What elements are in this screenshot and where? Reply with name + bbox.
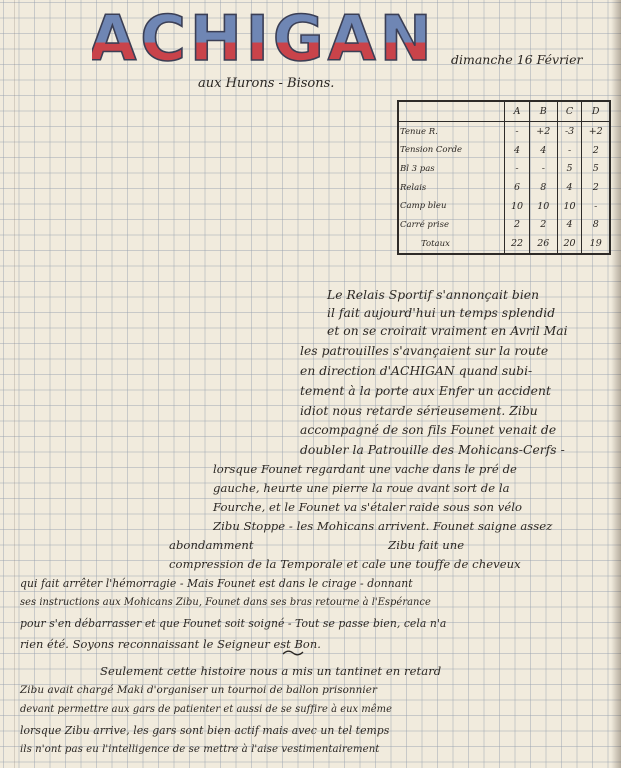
body-line: Fourche, et le Founet va s'étaler raide sous son vélo: [213, 500, 523, 514]
score-row-label: Bl 3 pas: [400, 163, 435, 174]
body-line: abondamment Zibu fait une: [169, 538, 465, 552]
body-line: et on se croirait vraiment en Avril Mai: [327, 324, 568, 338]
score-cell: -: [582, 197, 609, 216]
score-row-label: Carré prise: [400, 219, 450, 230]
body-line: ses instructions aux Mohicans Zibu, Founet dans ses bras retourne à l'Espérance: [20, 597, 431, 608]
notebook-binding-shadow: [611, 0, 621, 768]
score-totals-label: Totaux: [421, 238, 450, 249]
score-cell: 4: [529, 141, 557, 160]
body-line: Le Relais Sportif s'annonçait bien: [327, 288, 540, 302]
score-table: [397, 100, 611, 255]
svg-text:ACHIGAN: ACHIGAN: [92, 6, 432, 70]
score-cell: 2: [582, 178, 609, 197]
score-cell: 4: [557, 216, 582, 235]
score-cell: 5: [582, 160, 609, 179]
score-cell: 10: [529, 197, 557, 216]
title-lettering: [92, 6, 432, 70]
section-separator-mark: [282, 648, 304, 658]
score-row: [399, 216, 609, 235]
body-line: Zibu avait chargé Maki d'organiser un tournoi de ballon prisonnier: [20, 684, 377, 696]
score-cell: 4: [557, 178, 582, 197]
entry-date: dimanche 16 Février: [451, 52, 583, 67]
body-line: en direction d'ACHIGAN quand subi-: [300, 364, 533, 378]
body-line: compression de la Temporale et cale une touffe de cheveux: [169, 557, 521, 571]
body-line: lorsque Zibu arrive, les gars sont bien actif mais avec un tel temps: [20, 724, 390, 737]
score-row: [399, 122, 609, 142]
body-line: gauche, heurte une pierre la roue avant sort de la: [213, 481, 510, 495]
score-header-col: B: [529, 102, 557, 122]
body-line: pour s'en débarrasser et que Founet soit soigné - Tout se passe bien, cela n'a: [20, 617, 447, 630]
score-cell: +2: [582, 122, 609, 142]
score-cell: -: [505, 122, 530, 142]
body-line: Seulement cette histoire nous a mis un tantinet en retard: [100, 664, 442, 678]
body-line: ils n'ont pas eu l'intelligence de se mettre à l'aise vestimentairement: [20, 744, 380, 755]
score-header-row: [399, 102, 609, 122]
body-line: qui fait arrêter l'hémorragie - Mais Founet est dans le cirage - donnant: [20, 577, 413, 590]
score-cell: -: [557, 141, 582, 160]
score-row: [399, 160, 609, 179]
score-cell: -3: [557, 122, 582, 142]
score-cell: -: [529, 160, 557, 179]
score-total-cell: 20: [557, 234, 582, 253]
score-cell: 4: [505, 141, 530, 160]
score-row-label: Tension Corde: [400, 145, 463, 156]
score-cell: -: [505, 160, 530, 179]
body-line: devant permettre aux gars de patienter et aussi de se suffire à eux même: [20, 704, 392, 715]
score-row: [399, 178, 609, 197]
score-row-label: Tenue R.: [400, 126, 438, 137]
score-cell: 2: [529, 216, 557, 235]
score-header-col: C: [557, 102, 582, 122]
score-cell: 6: [505, 178, 530, 197]
score-total-cell: 22: [505, 234, 530, 253]
score-totals-row: [399, 234, 609, 253]
score-header-col: A: [505, 102, 530, 122]
score-cell: +2: [529, 122, 557, 142]
body-line: lorsque Founet regardant une vache dans le pré de: [213, 462, 517, 476]
score-header-blank: [399, 102, 505, 122]
body-line: il fait aujourd'hui un temps splendid: [327, 306, 556, 320]
body-line: idiot nous retarde sérieusement. Zibu: [300, 404, 538, 418]
score-cell: 10: [505, 197, 530, 216]
body-line: doubler la Patrouille des Mohicans-Cerfs -: [300, 443, 565, 457]
page-title: [92, 6, 432, 70]
body-line: tement à la porte aux Enfer un accident: [300, 384, 551, 398]
score-cell: 5: [557, 160, 582, 179]
page-margin-line: [14, 0, 15, 768]
body-line: Zibu Stoppe - les Mohicans arrivent. Founet saigne assez: [213, 519, 553, 533]
body-line: rien été. Soyons reconnaissant le Seigneur est Bon.: [20, 637, 321, 651]
score-total-cell: 19: [582, 234, 609, 253]
score-cell: 2: [505, 216, 530, 235]
score-row: [399, 141, 609, 160]
subtitle: aux Hurons - Bisons.: [198, 76, 335, 91]
body-line: les patrouilles s'avançaient sur la route: [300, 344, 549, 358]
score-header-col: D: [582, 102, 609, 122]
score-cell: 2: [582, 141, 609, 160]
score-row-label: Camp bleu: [400, 201, 447, 212]
score-cell: 8: [529, 178, 557, 197]
score-cell: 10: [557, 197, 582, 216]
score-row-label: Relais: [400, 182, 427, 193]
body-line: accompagné de son fils Founet venait de: [300, 423, 557, 437]
score-total-cell: 26: [529, 234, 557, 253]
score-cell: 8: [582, 216, 609, 235]
score-row: [399, 197, 609, 216]
